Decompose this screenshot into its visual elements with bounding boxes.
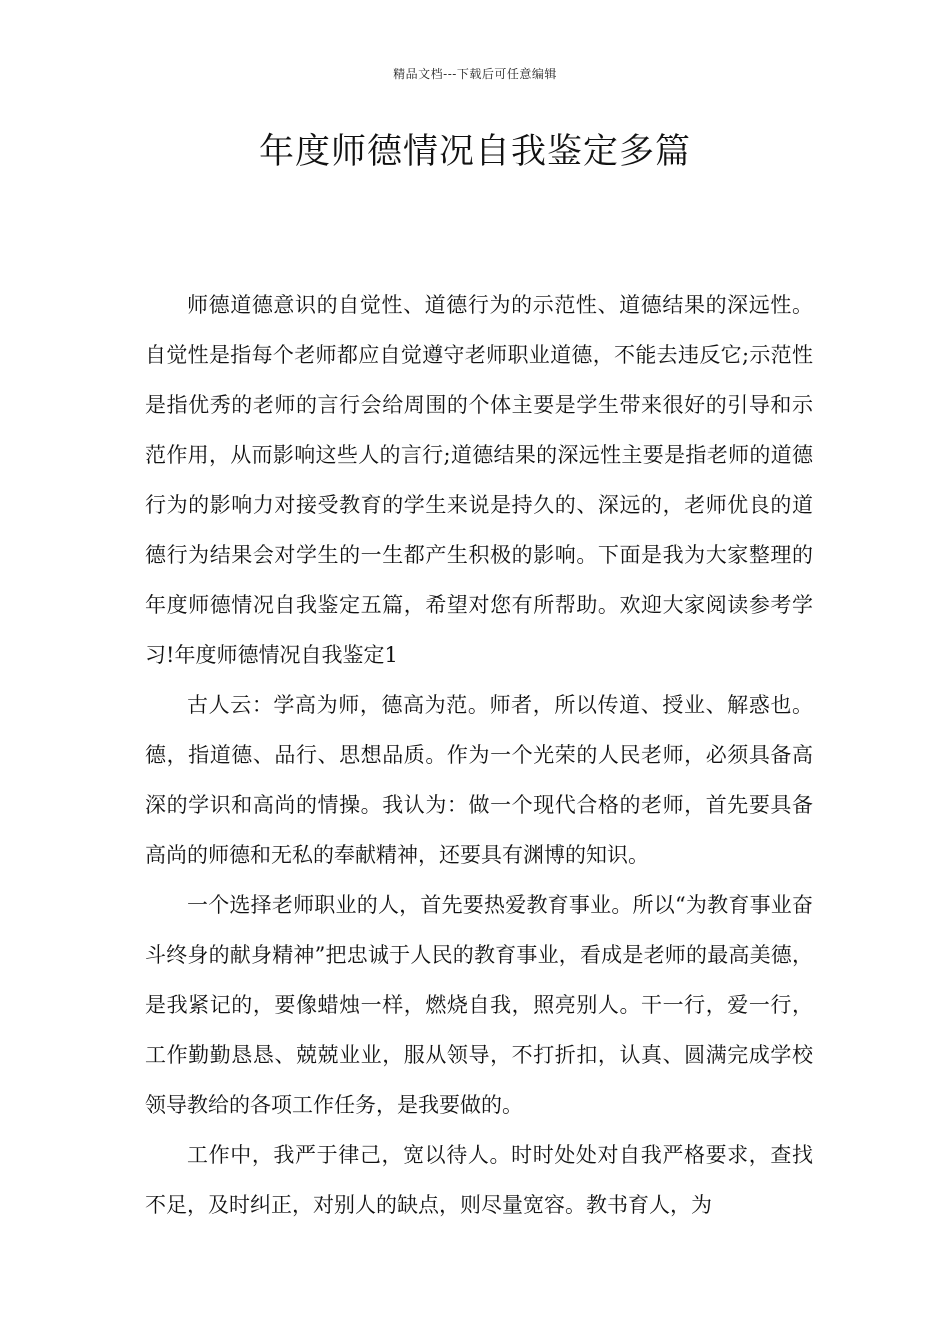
document-title: 年度师德情况自我鉴定多篇	[258, 132, 691, 172]
header-note: 精品文档---下载后可任意编辑	[393, 67, 557, 81]
paragraph-1: 师德道德意识的自觉性、道德行为的示范性、道德结果的深远性。自觉性是指每个老师都应自觉遵守老师职业道德，不能去违反它;示范性是指优秀的老师的言行会给周围的个体主要是学生带来很好的引导和示范作用，从而影响这些人的言行;道德结果的深远性主要是指老师的道德行为的影响力对接受教育的学生来说是持久的、深远的，老师优良的道德行为结果会对学生的一生都产生积极的影响。下面是我为大家整理的年度师德情况自我鉴定五篇，希望对您有所帮助。欢迎大家阅读参考学习!年度师德情况自我鉴定1	[145, 293, 813, 667]
paragraph-4: 工作中，我严于律己，宽以待人。时时处处对自我严格要求，查找不足，及时纠正，对别人的缺点，则尽量宽容。教书育人，为	[145, 1143, 813, 1217]
paragraph-3: 一个选择老师职业的人，首先要热爱教育事业。所以“为教育事业奋斗终身的献身精神”把忠诚于人民的教育事业，看成是老师的最高美德，是我紧记的，要像蜡烛一样，燃烧自我，照亮别人。干一行，爱一行，工作勤勤恳恳、兢兢业业，服从领导，不打折扣，认真、圆满完成学校领导教给的各项工作任务，是我要做的。	[145, 893, 813, 1117]
paragraph-2: 古人云：学高为师，德高为范。师者，所以传道、授业、解惑也。德，指道德、品行、思想品质。作为一个光荣的人民老师，必须具备高深的学识和高尚的情操。我认为：做一个现代合格的老师，首先要具备高尚的师德和无私的奉献精神，还要具有渊博的知识。	[145, 693, 813, 867]
document-body	[145, 280, 813, 1230]
